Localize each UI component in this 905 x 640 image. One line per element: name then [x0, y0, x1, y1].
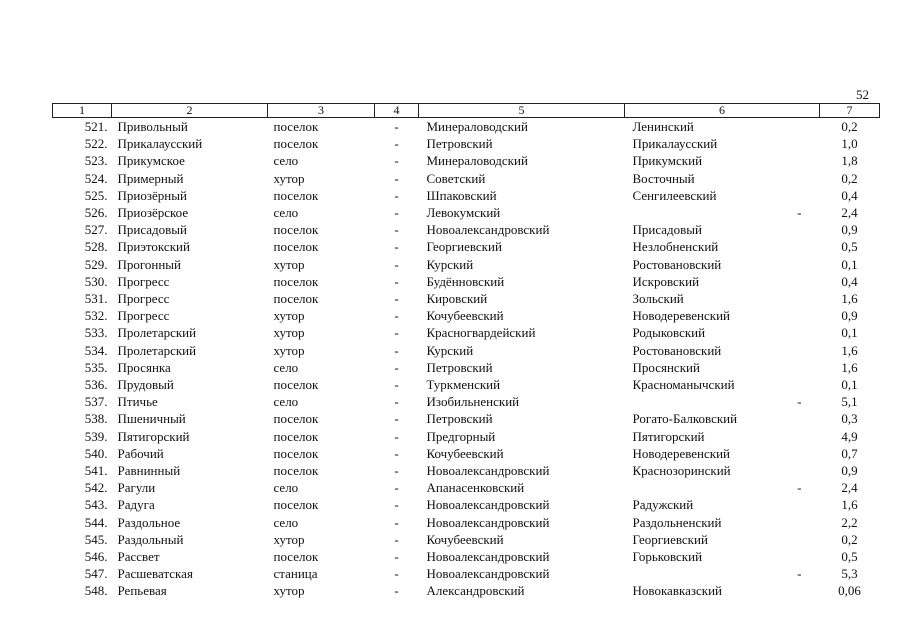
- settlement-name: Присадовый: [117, 222, 187, 238]
- column-4-dash: -: [394, 394, 399, 410]
- settlement-type: поселок: [273, 291, 319, 307]
- council-name: Просянский: [632, 359, 700, 375]
- row-number: 521.: [84, 119, 108, 134]
- distance-value: 1,6: [841, 497, 858, 513]
- table-row: [53, 565, 880, 582]
- column-4-dash: -: [394, 531, 399, 547]
- distance-value: 0,2: [841, 119, 858, 134]
- distance-value: 2,4: [841, 480, 858, 496]
- table-row: [53, 462, 880, 479]
- settlement-name: Пшеничный: [117, 411, 186, 427]
- distance-value: 1,8: [841, 153, 858, 169]
- table-row: [53, 187, 880, 204]
- distance-value: 0,1: [841, 256, 858, 272]
- council-name: -: [797, 566, 802, 582]
- settlement-type: поселок: [273, 428, 319, 444]
- settlement-type: хутор: [273, 308, 305, 324]
- column-4-dash: -: [394, 428, 399, 444]
- settlement-type: поселок: [273, 239, 319, 255]
- settlement-name: Приозёрское: [117, 205, 189, 221]
- distance-value: 1,6: [841, 359, 858, 375]
- distance-value: 4,9: [841, 428, 858, 444]
- table-row: [53, 376, 880, 393]
- council-name: Прикалаусский: [632, 136, 718, 152]
- settlement-type: хутор: [273, 325, 305, 341]
- council-name: Искровский: [632, 273, 700, 289]
- settlement-type: хутор: [273, 583, 305, 599]
- row-number: 546.: [84, 549, 108, 565]
- settlement-name: Рабочий: [117, 445, 164, 461]
- district-name: Новоалександровский: [426, 463, 550, 479]
- row-number: 523.: [84, 153, 108, 169]
- district-name: Курский: [426, 342, 474, 358]
- district-name: Новоалександровский: [426, 222, 550, 238]
- council-name: Георгиевский: [632, 531, 708, 547]
- district-name: Кочубеевский: [426, 308, 504, 324]
- column-4-dash: -: [394, 514, 399, 530]
- district-name: Петровский: [426, 359, 493, 375]
- column-4-dash: -: [394, 583, 399, 599]
- column-4-dash: -: [394, 359, 399, 375]
- distance-value: 1,6: [841, 291, 858, 307]
- column-4-dash: -: [394, 273, 399, 289]
- column-4-dash: -: [394, 411, 399, 427]
- column-4-dash: -: [394, 187, 399, 203]
- council-name: Ростовановский: [632, 256, 722, 272]
- council-name: -: [797, 480, 802, 496]
- table-row: [53, 324, 880, 341]
- council-name: Новокавказский: [632, 583, 722, 599]
- distance-value: 0,2: [841, 531, 858, 547]
- table-row: [53, 152, 880, 169]
- settlement-name: Раздольный: [117, 531, 184, 547]
- settlement-name: Прогонный: [117, 256, 182, 272]
- row-number: 534.: [84, 342, 108, 358]
- column-header-6: 6: [625, 104, 820, 118]
- distance-value: 0,9: [841, 308, 858, 324]
- column-4-dash: -: [394, 256, 399, 272]
- district-name: Петровский: [426, 136, 493, 152]
- council-name: Пятигорский: [632, 428, 705, 444]
- settlement-name: Прогресс: [117, 273, 170, 289]
- row-number: 540.: [84, 445, 108, 461]
- row-number: 537.: [84, 394, 108, 410]
- table-row: [53, 204, 880, 221]
- row-number: 528.: [84, 239, 108, 255]
- table-body: [53, 118, 880, 600]
- distance-value: 2,4: [841, 205, 858, 221]
- table-row: [53, 256, 880, 273]
- district-name: Кочубеевский: [426, 445, 504, 461]
- distance-value: 0,5: [841, 549, 858, 565]
- distance-value: 0,2: [841, 170, 858, 186]
- settlement-type: поселок: [273, 463, 319, 479]
- district-name: Новоалександровский: [426, 549, 550, 565]
- table-row: [53, 290, 880, 307]
- column-4-dash: -: [394, 239, 399, 255]
- council-name: -: [797, 394, 802, 410]
- council-name: Прикумский: [632, 153, 703, 169]
- table-row: [53, 479, 880, 496]
- table-row: [53, 170, 880, 187]
- council-name: Новодеревенский: [632, 308, 731, 324]
- distance-value: 0,4: [841, 187, 858, 203]
- council-name: Краснозоринский: [632, 463, 731, 479]
- council-name: -: [797, 205, 802, 221]
- table-row: [53, 342, 880, 359]
- district-name: Изобильненский: [426, 394, 520, 410]
- settlements-table: [52, 103, 880, 600]
- settlement-type: хутор: [273, 531, 305, 547]
- settlement-name: Прикумское: [117, 153, 185, 169]
- column-header-7: 7: [820, 104, 880, 118]
- settlement-type: хутор: [273, 342, 305, 358]
- table-row: [53, 307, 880, 324]
- column-4-dash: -: [394, 205, 399, 221]
- distance-value: 0,1: [841, 325, 858, 341]
- settlement-type: хутор: [273, 170, 305, 186]
- settlement-type: хутор: [273, 256, 305, 272]
- settlement-name: Приэтокский: [117, 239, 190, 255]
- council-name: Восточный: [632, 170, 695, 186]
- row-number: 525.: [84, 187, 108, 203]
- column-4-dash: -: [394, 119, 399, 134]
- table-row: [53, 273, 880, 290]
- column-header-3: 3: [268, 104, 375, 118]
- row-number: 541.: [84, 463, 108, 479]
- council-name: Незлобненский: [632, 239, 719, 255]
- column-header-2: 2: [112, 104, 268, 118]
- column-4-dash: -: [394, 377, 399, 393]
- council-name: Ленинский: [632, 119, 694, 134]
- settlement-name: Просянка: [117, 359, 171, 375]
- row-number: 538.: [84, 411, 108, 427]
- table-row: [53, 548, 880, 565]
- district-name: Минераловодский: [426, 153, 528, 169]
- district-name: Петровский: [426, 411, 493, 427]
- row-number: 536.: [84, 377, 108, 393]
- settlement-name: Приозёрный: [117, 187, 187, 203]
- column-4-dash: -: [394, 153, 399, 169]
- settlement-type: село: [273, 514, 299, 530]
- row-number: 543.: [84, 497, 108, 513]
- distance-value: 0,1: [841, 377, 858, 393]
- settlement-name: Прудовый: [117, 377, 174, 393]
- column-4-dash: -: [394, 308, 399, 324]
- distance-value: 0,9: [841, 222, 858, 238]
- council-name: Раздольненский: [632, 514, 722, 530]
- column-4-dash: -: [394, 222, 399, 238]
- district-name: Георгиевский: [426, 239, 502, 255]
- council-name: Ростовановский: [632, 342, 722, 358]
- district-name: Советский: [426, 170, 486, 186]
- distance-value: 0,4: [841, 273, 858, 289]
- column-4-dash: -: [394, 566, 399, 582]
- settlement-name: Привольный: [117, 119, 188, 134]
- council-name: Родыковский: [632, 325, 706, 341]
- district-name: Минераловодский: [426, 119, 528, 134]
- distance-value: 0,7: [841, 445, 858, 461]
- district-name: Левокумский: [426, 205, 501, 221]
- district-name: Кочубеевский: [426, 531, 504, 547]
- district-name: Шпаковский: [426, 187, 497, 203]
- settlement-name: Пятигорский: [117, 428, 190, 444]
- distance-value: 5,3: [841, 566, 858, 582]
- table-row: [53, 496, 880, 513]
- district-name: Новоалександровский: [426, 497, 550, 513]
- district-name: Новоалександровский: [426, 514, 550, 530]
- table-row: [53, 359, 880, 376]
- settlement-type: село: [273, 205, 299, 221]
- row-number: 533.: [84, 325, 108, 341]
- settlement-type: станица: [273, 566, 318, 582]
- settlement-name: Прогресс: [117, 308, 170, 324]
- row-number: 545.: [84, 531, 108, 547]
- council-name: Присадовый: [632, 222, 702, 238]
- settlement-type: поселок: [273, 549, 319, 565]
- row-number: 529.: [84, 256, 108, 272]
- settlement-name: Рассвет: [117, 549, 160, 565]
- table-row: [53, 410, 880, 427]
- table-row: [53, 582, 880, 599]
- distance-value: 1,6: [841, 342, 858, 358]
- settlement-type: поселок: [273, 119, 319, 134]
- settlement-name: Репьевая: [117, 583, 167, 599]
- row-number: 544.: [84, 514, 108, 530]
- distance-value: 0,06: [838, 583, 861, 599]
- council-name: Красноманычский: [632, 377, 735, 393]
- row-number: 535.: [84, 359, 108, 375]
- row-number: 527.: [84, 222, 108, 238]
- column-header-5: 5: [419, 104, 625, 118]
- column-header-1: 1: [53, 104, 112, 118]
- district-name: Александровский: [426, 583, 525, 599]
- page-number: 52: [856, 87, 869, 102]
- district-name: Туркменский: [426, 377, 501, 393]
- row-number: 522.: [84, 136, 108, 152]
- column-4-dash: -: [394, 480, 399, 496]
- settlement-type: поселок: [273, 136, 319, 152]
- settlement-name: Раздольное: [117, 514, 181, 530]
- council-name: Зольский: [632, 291, 684, 307]
- settlement-name: Прогресс: [117, 291, 170, 307]
- table-header: [53, 104, 880, 118]
- distance-value: 5,1: [841, 394, 858, 410]
- column-4-dash: -: [394, 291, 399, 307]
- distance-value: 0,3: [841, 411, 858, 427]
- settlement-type: поселок: [273, 273, 319, 289]
- settlement-name: Рагули: [117, 480, 156, 496]
- settlement-name: Прикалаусский: [117, 136, 203, 152]
- settlement-name: Расшеватская: [117, 566, 193, 582]
- settlement-type: село: [273, 480, 299, 496]
- column-4-dash: -: [394, 549, 399, 565]
- council-name: Горьковский: [632, 549, 703, 565]
- column-4-dash: -: [394, 136, 399, 152]
- table-row: [53, 221, 880, 238]
- settlement-type: поселок: [273, 377, 319, 393]
- table-row: [53, 118, 880, 136]
- district-name: Новоалександровский: [426, 566, 550, 582]
- column-4-dash: -: [394, 342, 399, 358]
- settlement-name: Примерный: [117, 170, 184, 186]
- table-row: [53, 531, 880, 548]
- distance-value: 2,2: [841, 514, 858, 530]
- table-row: [53, 135, 880, 152]
- table-row: [53, 514, 880, 531]
- row-number: 548.: [84, 583, 108, 599]
- distance-value: 1,0: [841, 136, 858, 152]
- table-row: [53, 445, 880, 462]
- district-name: Кировский: [426, 291, 488, 307]
- settlement-type: село: [273, 394, 299, 410]
- table-row: [53, 238, 880, 255]
- council-name: Сенгилеевский: [632, 187, 717, 203]
- row-number: 542.: [84, 480, 108, 496]
- settlement-type: село: [273, 153, 299, 169]
- settlement-type: поселок: [273, 445, 319, 461]
- district-name: Красногвардейский: [426, 325, 536, 341]
- settlement-name: Радуга: [117, 497, 155, 513]
- district-name: Предгорный: [426, 428, 496, 444]
- settlement-name: Пролетарский: [117, 342, 197, 358]
- settlement-type: поселок: [273, 497, 319, 513]
- column-4-dash: -: [394, 445, 399, 461]
- table-row: [53, 428, 880, 445]
- council-name: Новодеревенский: [632, 445, 731, 461]
- district-name: Курский: [426, 256, 474, 272]
- column-4-dash: -: [394, 170, 399, 186]
- settlement-name: Пролетарский: [117, 325, 197, 341]
- row-number: 539.: [84, 428, 108, 444]
- row-number: 532.: [84, 308, 108, 324]
- district-name: Апанасенковский: [426, 480, 525, 496]
- table-row: [53, 393, 880, 410]
- column-4-dash: -: [394, 325, 399, 341]
- settlement-name: Птичье: [117, 394, 158, 410]
- header-row: [53, 104, 880, 118]
- column-header-4: 4: [375, 104, 419, 118]
- distance-value: 0,9: [841, 463, 858, 479]
- row-number: 524.: [84, 170, 108, 186]
- settlement-type: поселок: [273, 187, 319, 203]
- settlement-type: поселок: [273, 411, 319, 427]
- column-4-dash: -: [394, 497, 399, 513]
- row-number: 526.: [84, 205, 108, 221]
- council-name: Радужский: [632, 497, 694, 513]
- row-number: 531.: [84, 291, 108, 307]
- settlement-type: село: [273, 359, 299, 375]
- council-name: Рогато-Балковский: [632, 411, 738, 427]
- row-number: 530.: [84, 273, 108, 289]
- settlement-type: поселок: [273, 222, 319, 238]
- distance-value: 0,5: [841, 239, 858, 255]
- settlement-name: Равнинный: [117, 463, 181, 479]
- district-name: Будённовский: [426, 273, 505, 289]
- row-number: 547.: [84, 566, 108, 582]
- column-4-dash: -: [394, 463, 399, 479]
